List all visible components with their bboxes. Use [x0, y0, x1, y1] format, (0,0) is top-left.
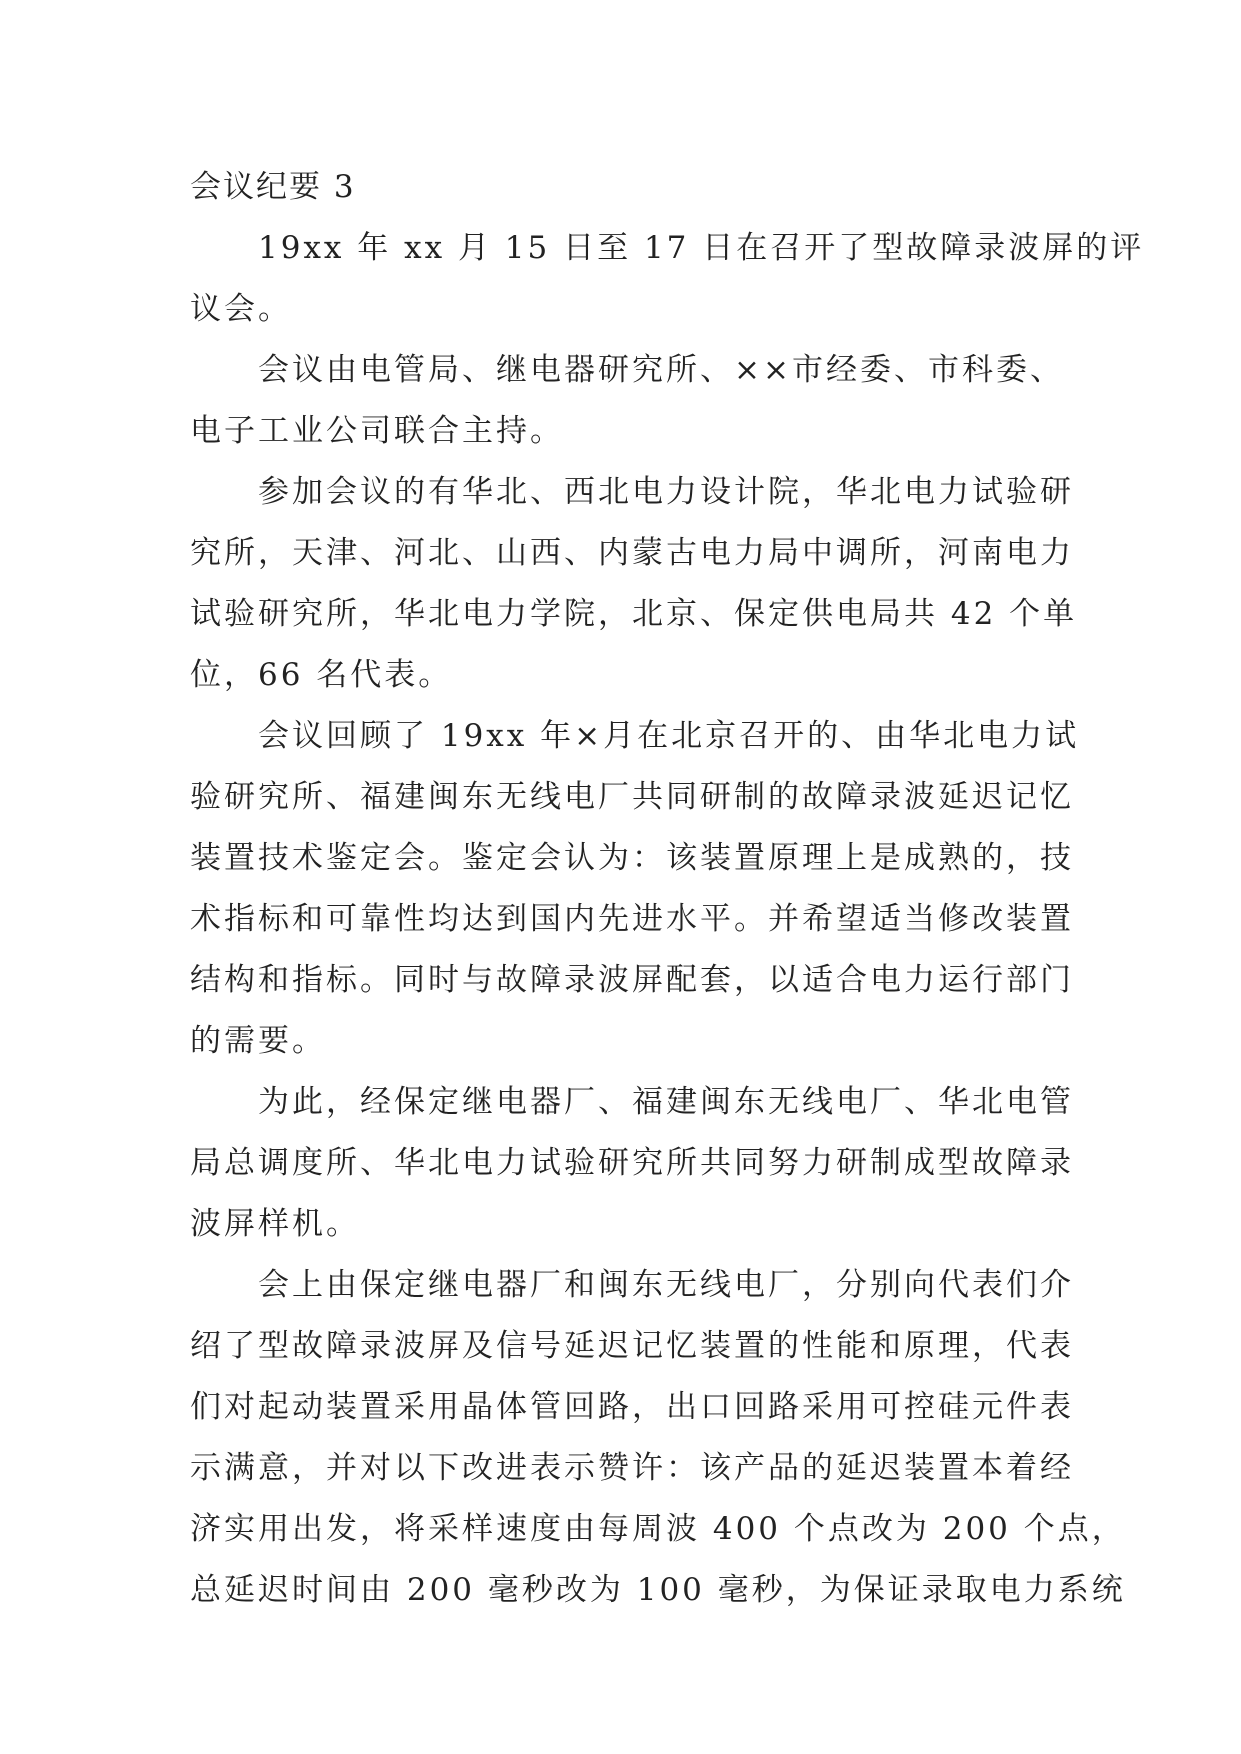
paragraph-line: 波屏样机。 [190, 1206, 360, 1242]
paragraph-line: 议会。 [190, 291, 292, 327]
paragraph-line: 会议回顾了 19xx 年×月在北京召开的、由华北电力试 [258, 718, 1080, 754]
paragraph-line: 结构和指标。同时与故障录波屏配套，以适合电力运行部门 [190, 962, 1074, 998]
paragraph-line: 示满意，并对以下改进表示赞许：该产品的延迟装置本着经 [190, 1450, 1074, 1486]
document-title: 会议纪要 3 [190, 169, 356, 205]
paragraph [190, 706, 1080, 1072]
paragraph-line: 们对起动装置采用晶体管回路，出口回路采用可控硅元件表 [190, 1389, 1074, 1425]
paragraph-line: 会议由电管局、继电器研究所、××市经委、市科委、 [258, 352, 1064, 388]
paragraph [190, 1072, 1074, 1255]
paragraph-line: 位，66 名代表。 [190, 657, 453, 693]
paragraph-line: 的需要。 [190, 1023, 326, 1059]
paragraph [190, 340, 1070, 462]
paragraph-line: 参加会议的有华北、西北电力设计院，华北电力试验研 [258, 474, 1074, 510]
paragraph-line: 总延迟时间由 200 毫秒改为 100 毫秒，为保证录取电力系统 [190, 1572, 1126, 1608]
paragraph-line: 为此，经保定继电器厂、福建闽东无线电厂、华北电管 [258, 1084, 1074, 1120]
paragraph-line: 究所，天津、河北、山西、内蒙古电力局中调所，河南电力 [190, 535, 1074, 571]
paragraph-line: 局总调度所、华北电力试验研究所共同努力研制成型故障录 [190, 1145, 1074, 1181]
paragraph-line: 绍了型故障录波屏及信号延迟记忆装置的性能和原理，代表 [190, 1328, 1074, 1364]
paragraph-line: 装置技术鉴定会。鉴定会认为：该装置原理上是成熟的，技 [190, 840, 1074, 876]
paragraph [190, 218, 1145, 340]
paragraph-line: 电子工业公司联合主持。 [190, 413, 564, 449]
paragraph-line: 试验研究所，华北电力学院，北京、保定供电局共 42 个单 [190, 596, 1078, 632]
document-body [190, 157, 1145, 1621]
paragraph-line: 验研究所、福建闽东无线电厂共同研制的故障录波延迟记忆 [190, 779, 1074, 815]
paragraph [190, 462, 1078, 706]
paragraph [190, 1255, 1126, 1621]
paragraph-line: 术指标和可靠性均达到国内先进水平。并希望适当修改装置 [190, 901, 1074, 937]
paragraph-line: 济实用出发，将采样速度由每周波 400 个点改为 200 个点， [190, 1511, 1126, 1547]
paragraph-line: 19xx 年 xx 月 15 日至 17 日在召开了型故障录波屏的评 [258, 230, 1145, 266]
paragraph-line: 会上由保定继电器厂和闽东无线电厂，分别向代表们介 [258, 1267, 1074, 1303]
